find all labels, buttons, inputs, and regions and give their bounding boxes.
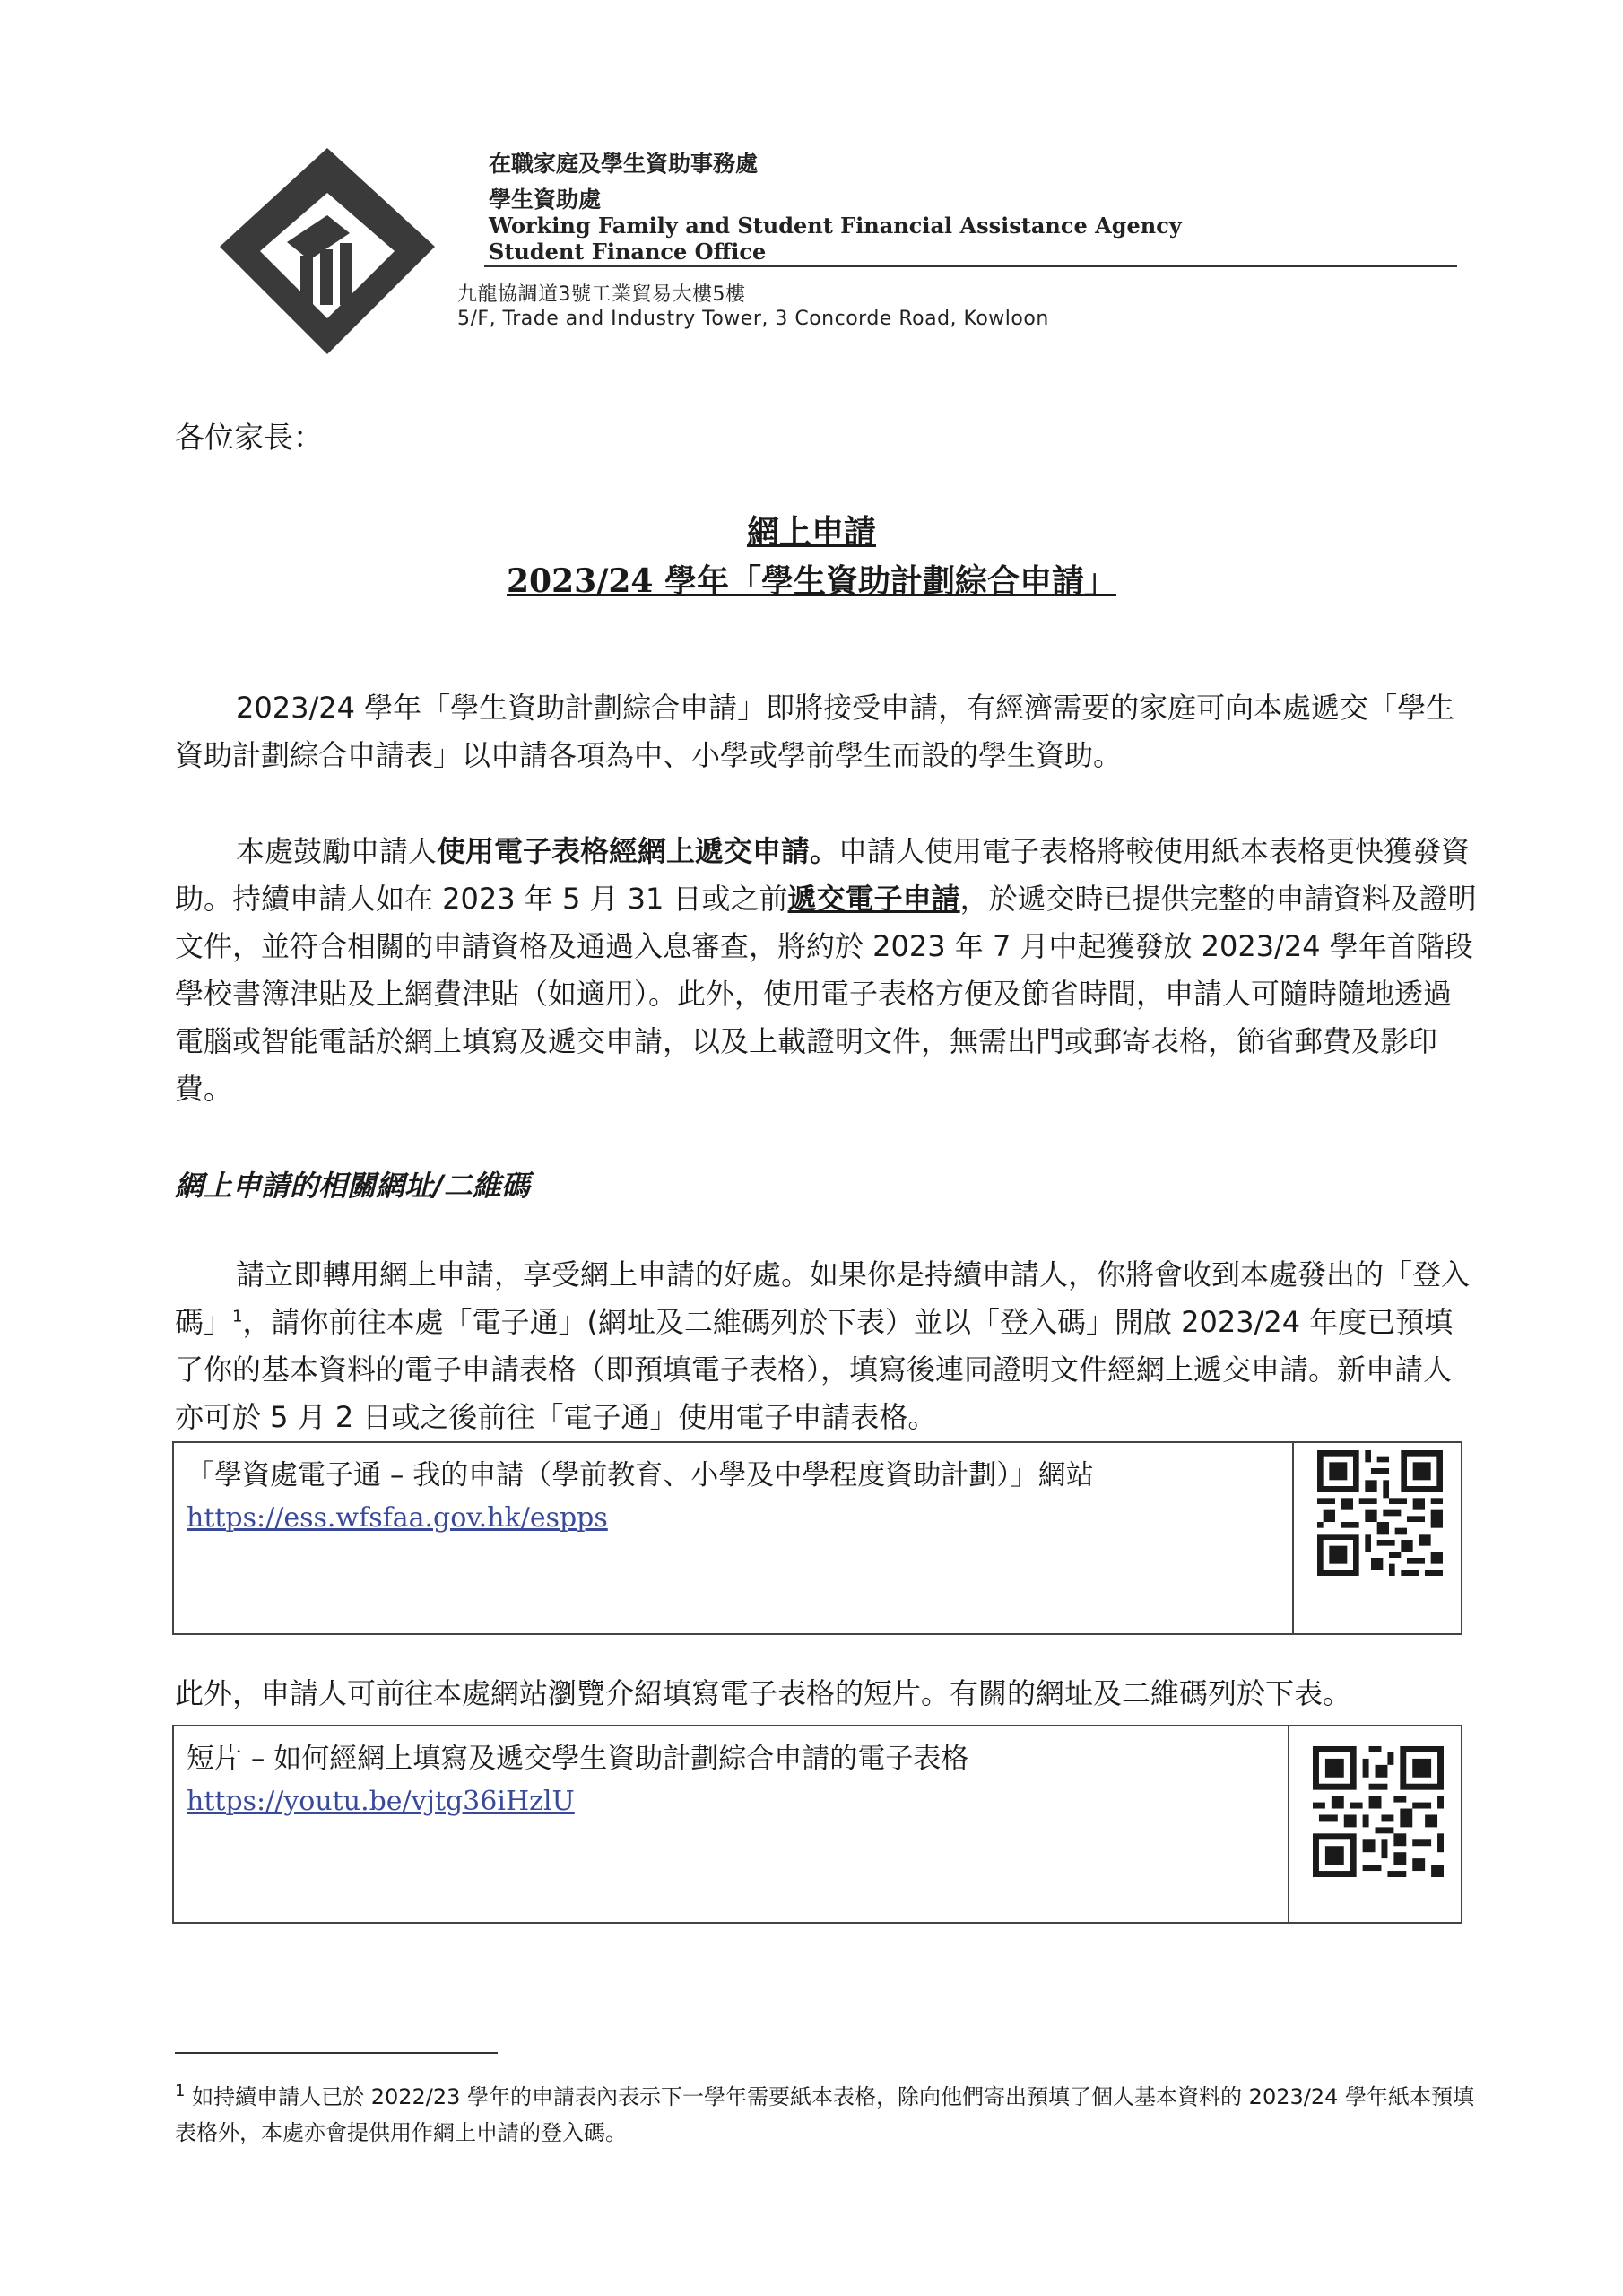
paragraph-encourage-bold-1: 使用電子表格經網上遞交申請。 xyxy=(437,834,839,868)
footnote-text: 如持續申請人已於 2022/23 學年的申請表內表示下一學年需要紙本表格，除向他們寄出預填了個人基本資料的 2023/24 學年紙本預填表格外，本處亦會提供用作網上申請的登入碼。 xyxy=(175,2084,1475,2145)
paragraph-encourage-text-1: 本處鼓勵申請人 xyxy=(236,834,438,868)
video-info-box xyxy=(172,1725,1462,1924)
title-line-2: 2023/24 學年「學生資助計劃綜合申請」 xyxy=(507,562,1116,600)
paragraph-encourage-bold-2: 遞交電子申請 xyxy=(787,882,960,916)
salutation: 各位家長： xyxy=(175,420,323,455)
footnote xyxy=(175,2079,1484,2151)
org-name-en-2: Student Finance Office xyxy=(489,239,767,265)
org-name-zh-2: 學生資助處 xyxy=(489,187,602,213)
paragraph-login-text-1: 請立即轉用網上申請，享受網上申請的好處。如果你是持續申請人，你將會收到本處發出的「登入碼」 xyxy=(175,1257,1471,1339)
address-zh: 九龍協調道3號工業貿易大樓5樓 xyxy=(457,283,746,306)
ess-qr-code-icon[interactable] xyxy=(1317,1450,1443,1576)
agency-logo-icon xyxy=(215,144,439,359)
video-qr-code-icon[interactable] xyxy=(1313,1746,1444,1877)
ess-info-box xyxy=(172,1441,1462,1635)
org-name-zh-1: 在職家庭及學生資助事務處 xyxy=(489,151,759,177)
paragraph-intro: 2023/24 學年「學生資助計劃綜合申請」即將接受申請，有經濟需要的家庭可向本處遞交「學生資助計劃綜合申請表」以申請各項為中、小學或學前學生而設的學生資助。 xyxy=(175,691,1455,772)
ess-box-label: 「學資處電子通 – 我的申請（學前教育、小學及中學程度資助計劃）」網站 xyxy=(187,1459,1094,1492)
org-name-en-1: Working Family and Student Financial Assistance Agency xyxy=(489,213,1182,239)
paragraph-encourage-text-3: ，於遞交時已提供完整的申請資料及證明文件，並符合相關的申請資格及通過入息審查，將約於 2023 年 7 月中起獲發放 2023/24 學年首階段學校書簿津貼及上網費津貼（如適用）。此外，使用電子表格方便及節省時間，申請人可隨時隨地透過電腦或智能電話於網上填寫及遞交申請，以及上載證明文件，無需出門或郵寄表格，節省郵費及影印費。 xyxy=(175,882,1477,1106)
paragraph-encourage xyxy=(175,828,1480,1113)
section-heading: 網上申請的相關網址/二維碼 xyxy=(175,1169,530,1203)
footnote-divider xyxy=(175,2052,498,2054)
video-qr-cell xyxy=(1288,1726,1462,1922)
ess-link[interactable]: https://ess.wfsfaa.gov.hk/espps xyxy=(187,1502,608,1534)
ess-qr-cell xyxy=(1292,1443,1462,1633)
paragraph-login-text-2: ，請你前往本處「電子通」(網址及二維碼列於下表）並以「登入碼」開啟 2023/24 年度已預填了你的基本資料的電子申請表格（即預填電子表格），填寫後連同證明文件經網上遞交申請。新申請人亦可於 5 月 2 日或之後前往「電子通」使用電子申請表格。 xyxy=(175,1305,1454,1434)
paragraph-video: 此外，申請人可前往本處網站瀏覽介紹填寫電子表格的短片。有關的網址及二維碼列於下表。 xyxy=(175,1676,1352,1710)
footnote-reference[interactable]: 1 xyxy=(232,1307,243,1326)
paragraph-login xyxy=(175,1251,1480,1441)
title-line-1: 網上申請 xyxy=(746,513,876,551)
address-en: 5/F, Trade and Industry Tower, 3 Concorde Road, Kowloon xyxy=(457,308,1049,330)
letterhead-divider xyxy=(484,265,1457,267)
video-box-label: 短片 – 如何經網上填寫及遞交學生資助計劃綜合申請的電子表格 xyxy=(187,1743,969,1775)
footnote-mark: 1 xyxy=(175,2082,186,2100)
video-link[interactable]: https://youtu.be/vjtg36iHzlU xyxy=(187,1786,575,1817)
paragraph-encourage-text-2: 申請人使用電子表格將較使用紙本表格更快獲發資助。持續申請人如在 2023 年 5 月 31 日或之前 xyxy=(175,834,1471,916)
